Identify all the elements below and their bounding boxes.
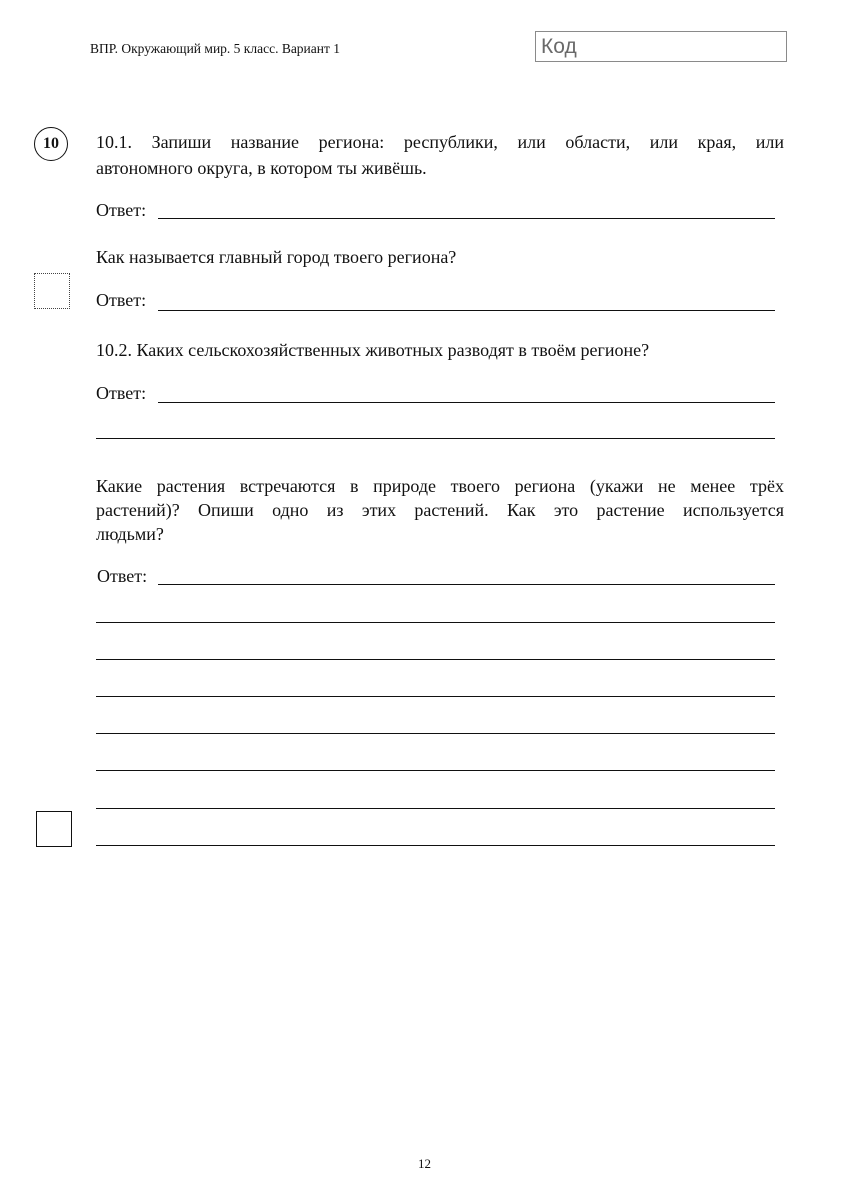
answer-line[interactable]: [96, 659, 775, 660]
question-10-3-line1: Какие растения встречаются в природе твоего региона (укажи не менее трёх: [96, 476, 784, 496]
answer-line[interactable]: [158, 402, 775, 403]
answer-label: Ответ:: [96, 383, 147, 403]
answer-label: Ответ:: [97, 566, 148, 586]
answer-line[interactable]: [96, 808, 775, 809]
answer-line[interactable]: [96, 733, 775, 734]
answer-line[interactable]: [158, 310, 775, 311]
page-number: 12: [418, 1156, 431, 1171]
answer-line[interactable]: [158, 218, 775, 219]
question-10-1-line2: автономного округа, в котором ты живёшь.: [96, 158, 427, 178]
score-box[interactable]: [36, 811, 72, 847]
answer-line[interactable]: [158, 584, 775, 585]
answer-label: Ответ:: [96, 200, 147, 220]
answer-line[interactable]: [96, 622, 775, 623]
header-title: ВПР. Окружающий мир. 5 класс. Вариант 1: [90, 41, 341, 56]
answer-label: Ответ:: [96, 290, 147, 310]
task-number-badge: 10: [34, 127, 68, 161]
question-10-2: 10.2. Каких сельскохозяйственных животных разводят в твоём регионе?: [96, 340, 650, 360]
code-field[interactable]: Код: [535, 31, 787, 62]
answer-line[interactable]: [96, 438, 775, 439]
question-10-1-capital: Как называется главный город твоего региона?: [96, 247, 457, 267]
score-box[interactable]: [34, 273, 70, 309]
question-10-1-line1: 10.1. Запиши название региона: республики, или области, или края, или: [96, 132, 784, 152]
question-10-3-line3: людьми?: [96, 524, 164, 544]
answer-line[interactable]: [96, 845, 775, 846]
answer-line[interactable]: [96, 770, 775, 771]
question-10-3-line2: растений)? Опиши одно из этих растений. Как это растение используется: [96, 500, 784, 520]
answer-line[interactable]: [96, 696, 775, 697]
